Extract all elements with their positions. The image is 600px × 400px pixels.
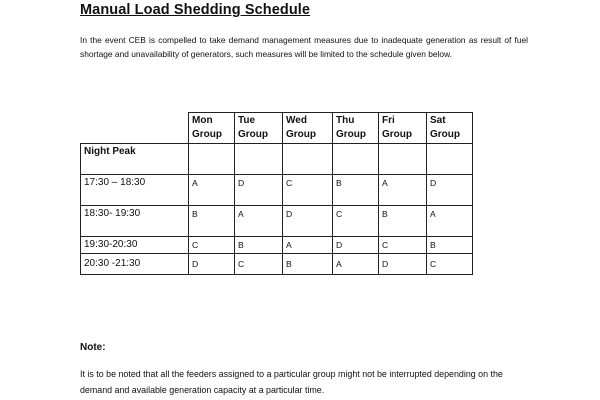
group-cell: A bbox=[283, 237, 333, 254]
document-title: Manual Load Shedding Schedule bbox=[80, 2, 311, 18]
table-cell bbox=[283, 144, 333, 175]
table-cell bbox=[427, 144, 473, 175]
time-slot: 19:30-20:30 bbox=[81, 237, 189, 254]
group-cell: A bbox=[379, 175, 427, 206]
group-cell: D bbox=[283, 206, 333, 237]
group-cell: B bbox=[379, 206, 427, 237]
group-cell: A bbox=[189, 175, 235, 206]
group-label: Group bbox=[238, 129, 268, 140]
group-cell: A bbox=[427, 206, 473, 237]
group-label: Group bbox=[336, 129, 366, 140]
day-label: Thu bbox=[336, 115, 355, 126]
day-header-row bbox=[81, 113, 473, 144]
group-cell: D bbox=[333, 237, 379, 254]
day-label: Wed bbox=[286, 115, 307, 126]
group-label: Group bbox=[430, 129, 460, 140]
group-cell: B bbox=[235, 237, 283, 254]
day-header-fri bbox=[379, 113, 427, 144]
day-header-wed bbox=[283, 113, 333, 144]
group-label: Group bbox=[286, 129, 316, 140]
table-cell bbox=[379, 144, 427, 175]
table-row bbox=[81, 175, 473, 206]
group-label: Group bbox=[382, 129, 412, 140]
load-shedding-table bbox=[80, 112, 473, 275]
night-peak-header-row bbox=[81, 144, 473, 175]
day-header-thu bbox=[333, 113, 379, 144]
day-label: Tue bbox=[238, 115, 256, 126]
group-cell: C bbox=[283, 175, 333, 206]
table-row bbox=[81, 237, 473, 254]
time-slot: 20:30 -21:30 bbox=[81, 254, 189, 275]
group-cell: B bbox=[283, 254, 333, 275]
day-header-tue bbox=[235, 113, 283, 144]
note-paragraph: It is to be noted that all the feeders assigned to a particular group might not be interrupted depending on the demand and available generation capacity at a particular time. bbox=[80, 369, 503, 395]
table-corner bbox=[81, 113, 189, 144]
table-cell bbox=[235, 144, 283, 175]
group-cell: C bbox=[235, 254, 283, 275]
note-heading: Note: bbox=[80, 342, 106, 353]
time-slot: 18:30- 19:30 bbox=[81, 206, 189, 237]
night-peak-label: Night Peak bbox=[81, 144, 189, 175]
group-cell: C bbox=[379, 237, 427, 254]
group-cell: C bbox=[189, 237, 235, 254]
time-slot: 17:30 – 18:30 bbox=[81, 175, 189, 206]
table-cell bbox=[189, 144, 235, 175]
day-label: Sat bbox=[430, 115, 446, 126]
day-label: Mon bbox=[192, 115, 213, 126]
group-cell: D bbox=[235, 175, 283, 206]
group-cell: D bbox=[427, 175, 473, 206]
group-cell: C bbox=[427, 254, 473, 275]
group-cell: D bbox=[189, 254, 235, 275]
table-cell bbox=[333, 144, 379, 175]
day-header-sat bbox=[427, 113, 473, 144]
intro-paragraph: In the event CEB is compelled to take demand management measures due to inadequate generation as result of fuel shortage and unavailability of generators, such measures will be limited to the schedule given below. bbox=[80, 35, 528, 59]
group-label: Group bbox=[192, 129, 222, 140]
group-cell: B bbox=[189, 206, 235, 237]
group-cell: D bbox=[379, 254, 427, 275]
group-cell: A bbox=[235, 206, 283, 237]
group-cell: C bbox=[333, 206, 379, 237]
group-cell: A bbox=[333, 254, 379, 275]
group-cell: B bbox=[333, 175, 379, 206]
group-cell: B bbox=[427, 237, 473, 254]
table-row bbox=[81, 254, 473, 275]
table-row bbox=[81, 206, 473, 237]
day-header-mon bbox=[189, 113, 235, 144]
day-label: Fri bbox=[382, 115, 395, 126]
